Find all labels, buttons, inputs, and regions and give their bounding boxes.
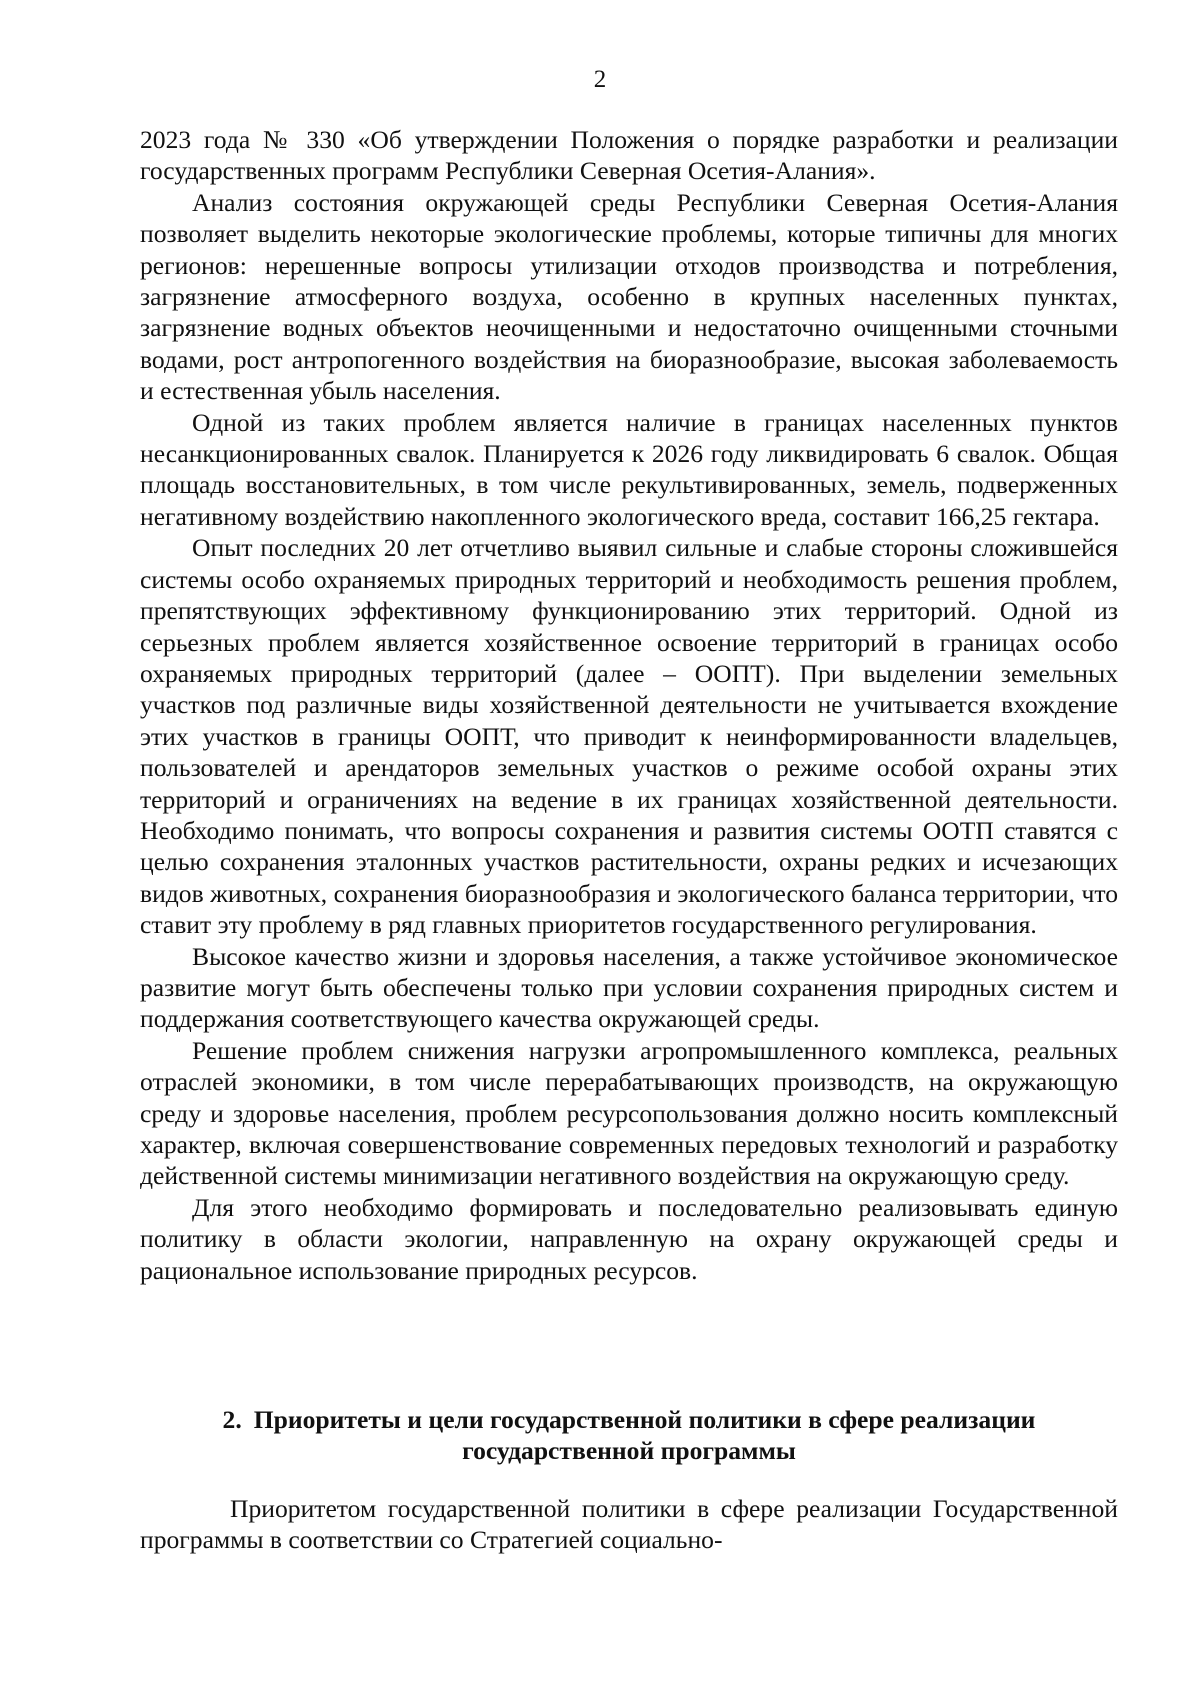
section-heading-line-2: государственной программы [462, 1436, 796, 1466]
paragraph-continuation: 2023 года № 330 «Об утверждении Положения о порядке разработки и реализации государственных программ Республики Северная Осетия-Алания». [140, 125, 1118, 186]
page-number: 2 [593, 66, 607, 93]
section-body [140, 1493, 1118, 1556]
paragraph-quality-of-life: Высокое качество жизни и здоровья населения, а также устойчивое экономическое развитие могут быть обеспечены только при условии сохранения природных систем и поддержания соответствующего качества окружающей среды. [140, 941, 1118, 1034]
paragraph-protected-areas: Опыт последних 20 лет отчетливо выявил сильные и слабые стороны сложившейся системы особо охраняемых природных территорий и необходимость решения проблем, препятствующих эффективному функционированию этих территорий. Одной из серьезных проблем является хозяйственное освоение территорий в границах особо охраняемых природных территорий (далее – ООПТ). При выделении земельных участков под различные виды хозяйственной деятельности не учитывается вхождение этих участков в границы ООПТ, что приводит к неинформированности владельцев, пользователей и арендаторов земельных участков о режиме особой охраны этих территорий и ограничениях на ведение в их границах хозяйственной деятельности. Необходимо понимать, что вопросы сохранения и развития системы ООТП ставятся с целью сохранения эталонных участков растительности, охраны редких и исчезающих видов животных, сохранения биоразнообразия и экологического баланса территории, что ставит эту проблему в ряд главных приоритетов государственного регулирования. [140, 533, 1118, 940]
section-heading [140, 1404, 1118, 1467]
paragraph-load-reduction: Решение проблем снижения нагрузки агропромышленного комплекса, реальных отраслей экономики, в том числе перерабатывающих производств, на окружающую среду и здоровье населения, проблем ресурсопользования должно носить комплексный характер, включая совершенствование современных передовых технологий и разработку действенной системы минимизации негативного воздействия на окружающую среду. [140, 1035, 1118, 1191]
paragraph-environment-analysis: Анализ состояния окружающей среды Республики Северная Осетия-Алания позволяет выделить некоторые экологические проблемы, которые типичны для многих регионов: нерешенные вопросы утилизации отходов производства и потребления, загрязнение атмосферного воздуха, особенно в крупных населенных пунктах, загрязнение водных объектов неочищенными и недостаточно очищенными сточными водами, рост антропогенного воздействия на биоразнообразие, высокая заболеваемость и естественная убыль населения. [140, 187, 1118, 406]
paragraph-ecology-policy: Для этого необходимо формировать и последовательно реализовывать единую политику в области экологии, направленную на охрану окружающей среды и рациональное использование природных ресурсов. [140, 1192, 1118, 1285]
paragraph-priority: Приоритетом государственной политики в сфере реализации Государственной программы в соответствии со Стратегией социально- [140, 1494, 1118, 1555]
document-body [140, 124, 1118, 1286]
section-title-part-1: Приоритеты и цели государственной политики в сфере реализации [253, 1405, 1036, 1434]
section-heading-line-1 [140, 1404, 1118, 1435]
paragraph-landfills: Одной из таких проблем является наличие в границах населенных пунктов несанкционированных свалок. Планируется к 2026 году ликвидировать 6 свалок. Общая площадь восстановительных, в том числе рекультивированных, земель, подверженных негативному воздействию накопленного экологического вреда, составит 166,25 гектара. [140, 407, 1118, 531]
section-number: 2. [222, 1405, 242, 1434]
